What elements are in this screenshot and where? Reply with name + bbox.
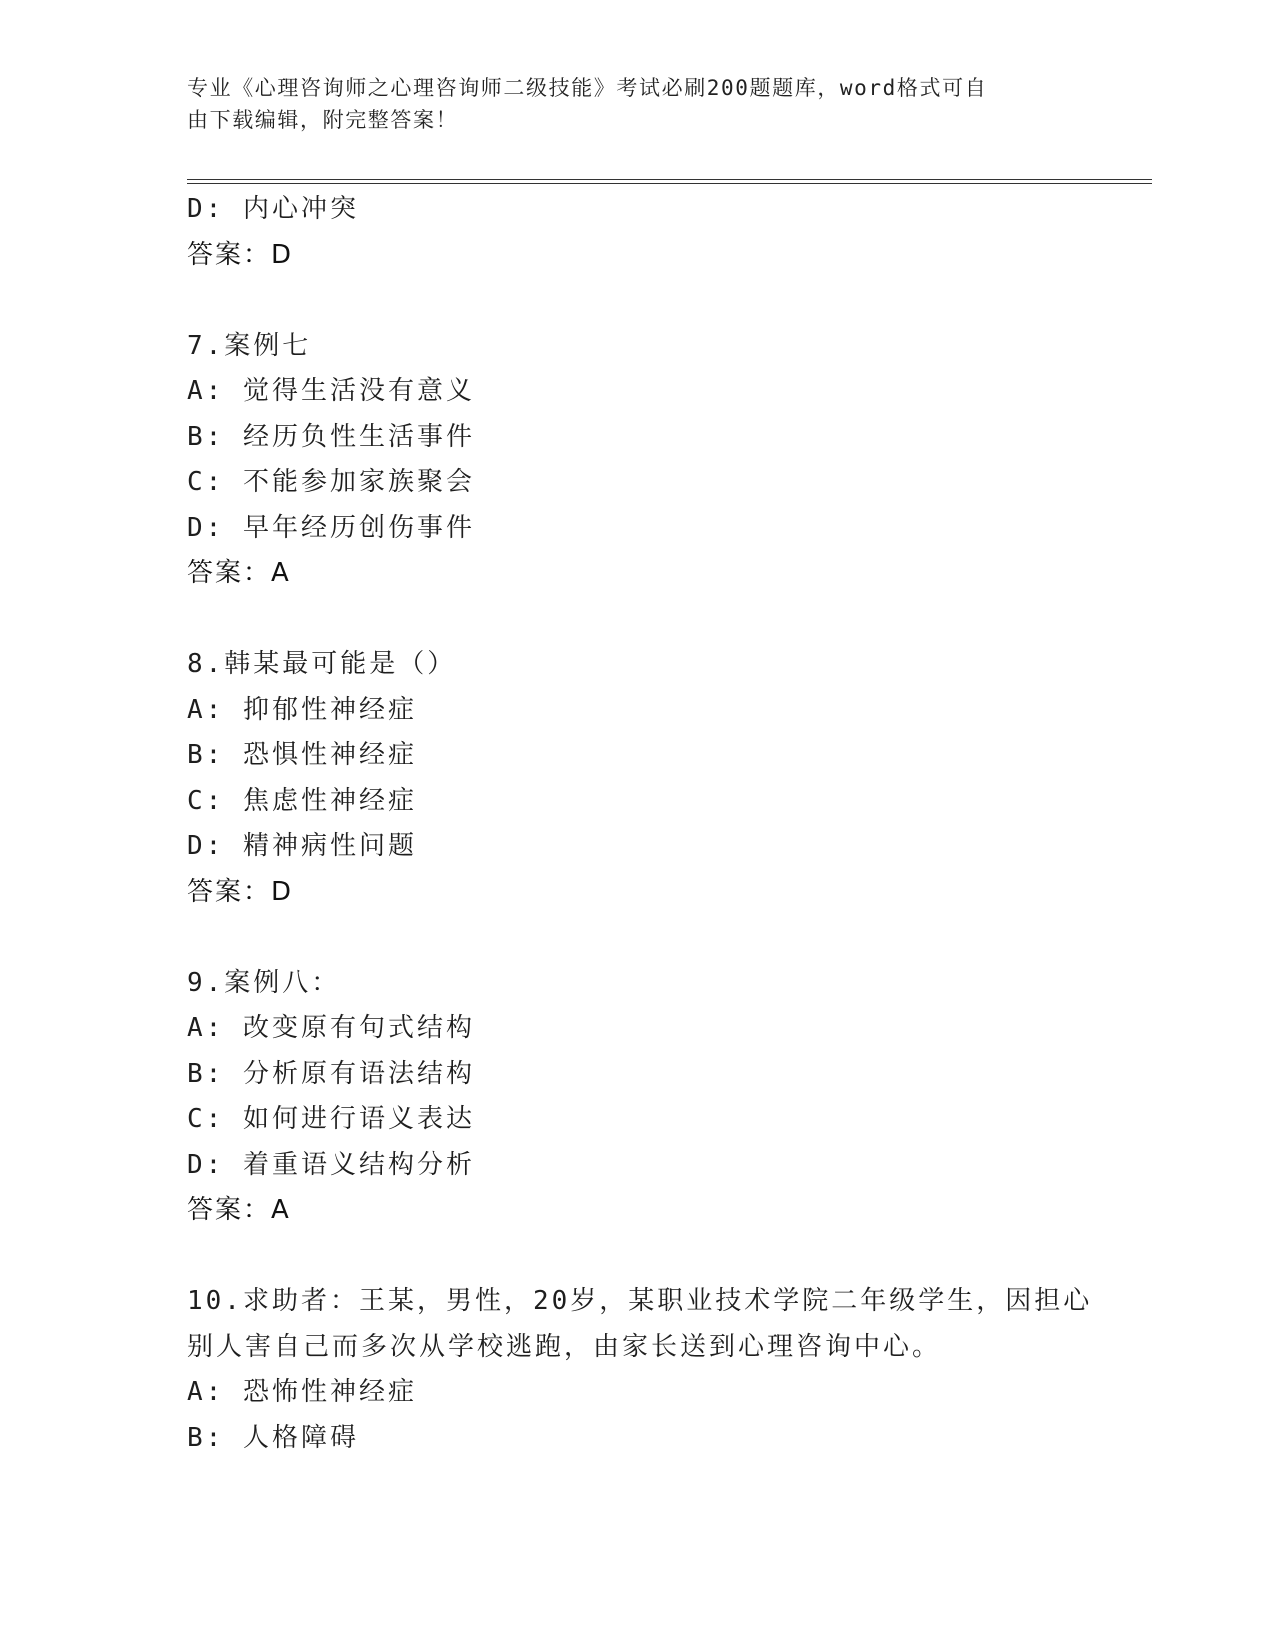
option-a: A: 改变原有句式结构 <box>187 1013 475 1043</box>
answer-value: D <box>271 876 293 907</box>
spacer <box>187 915 1087 961</box>
answer-value: A <box>271 558 290 588</box>
option-a: A: 抑郁性神经症 <box>187 694 417 725</box>
answer-line <box>187 1188 1087 1234</box>
answer-line <box>187 233 1087 279</box>
option-b: B: 恐惧性神经症 <box>187 740 417 770</box>
answer-label: 答案： <box>187 239 272 270</box>
option-d: D: 精神病性问题 <box>187 831 417 861</box>
option-b: B: 人格障碍 <box>187 1422 359 1453</box>
spacer <box>187 597 1087 643</box>
question-block-10 <box>187 1279 1093 1461</box>
header-title-line-1: 专业《心理咨询师之心理咨询师二级技能》考试必刷200题题库，word格式可自 <box>187 76 988 100</box>
option-b: B: 分析原有语法结构 <box>187 1058 475 1089</box>
option-c: C: 焦虑性神经症 <box>187 785 417 816</box>
question-stem: 7.案例七 <box>187 330 312 361</box>
document-header <box>187 72 1067 136</box>
header-title-line-2: 由下载编辑，附完整答案！ <box>187 108 459 132</box>
answer-line <box>187 551 1087 597</box>
answer-line <box>187 870 1087 916</box>
question-stem-line-2: 别人害自己而多次从学校逃跑，由家长送到心理咨询中心。 <box>187 1331 942 1362</box>
option-a: A: 恐怖性神经症 <box>187 1377 417 1407</box>
answer-label: 答案： <box>187 1195 272 1225</box>
question-stem: 8.韩某最可能是（） <box>187 649 457 679</box>
question-stem-line-1: 10.求助者：王某，男性，20岁，某职业技术学院二年级学生，因担心 <box>187 1286 1093 1316</box>
answer-value: D <box>271 239 293 270</box>
question-block-7 <box>187 324 1087 597</box>
spacer <box>187 1234 1087 1280</box>
option-d: D: 着重语义结构分析 <box>187 1149 475 1180</box>
option-c: C: 不能参加家族聚会 <box>187 467 475 497</box>
header-divider-bottom <box>187 183 1152 184</box>
question-block-8 <box>187 642 1087 915</box>
answer-value: A <box>271 1195 290 1225</box>
question-block-9 <box>187 961 1087 1234</box>
question-stem: 9.案例八： <box>187 967 341 998</box>
option-c: C: 如何进行语义表达 <box>187 1104 475 1134</box>
option-d: D: 内心冲突 <box>187 194 359 224</box>
question-list <box>187 187 1093 1461</box>
option-d: D: 早年经历创伤事件 <box>187 512 475 543</box>
option-b: B: 经历负性生活事件 <box>187 421 475 452</box>
answer-label: 答案： <box>187 558 272 588</box>
answer-label: 答案： <box>187 876 272 907</box>
option-a: A: 觉得生活没有意义 <box>187 376 475 406</box>
spacer <box>187 278 1087 324</box>
header-divider-top <box>187 179 1152 180</box>
